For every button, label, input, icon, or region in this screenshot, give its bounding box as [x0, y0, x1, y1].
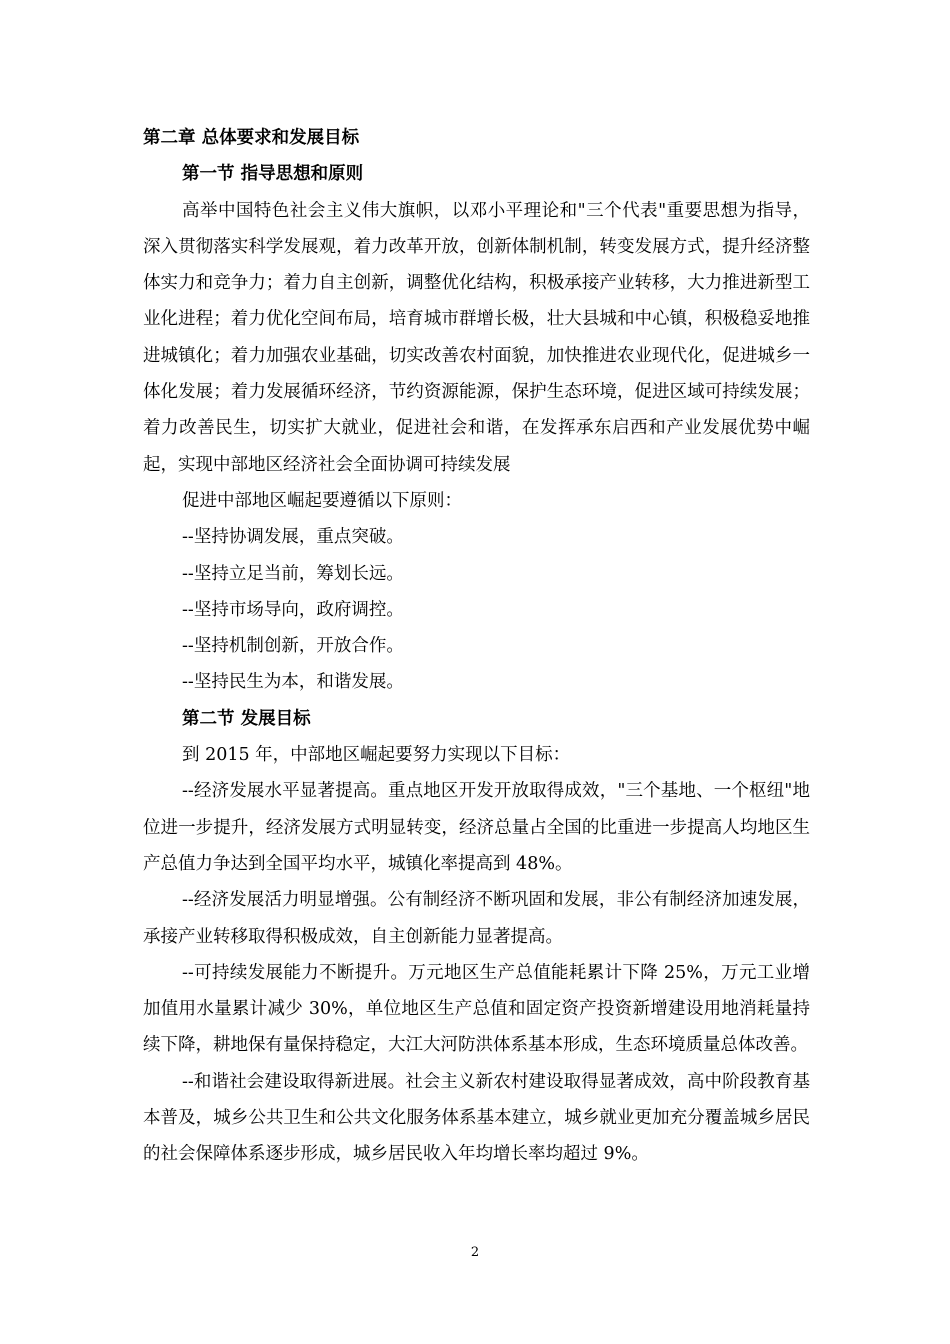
- principle-item: --坚持民生为本，和谐发展。: [182, 672, 404, 693]
- page-number: 2: [470, 1245, 480, 1260]
- principle-item: --坚持市场导向，政府调控。: [182, 599, 404, 620]
- guiding-thought-paragraph: 高举中国特色社会主义伟大旗帜，以邓小平理论和"三个代表"重要思想为指导，深入贯彻落实科学发展观，着力改革开放，创新体制机制，转变发展方式，提升经济整体实力和竞争力；着力自主创新，调整优化结构，积极承接产业转移，大力推进新型工业化进程；着力优化空间布局，培育城市群增长极，壮大县城和中心镇，积极稳妥地推进城镇化；着力加强农业基础，切实改善农村面貌，加快推进农业现代化，促进城乡一体化发展；着力发展循环经济，节约资源能源，保护生态环境，促进区域可持续发展；着力改善民生，切实扩大就业，促进社会和谐，在发挥承东启西和产业发展优势中崛起，实现中部地区经济社会全面协调可持续发展: [143, 200, 810, 475]
- goals-intro: 到 2015 年，中部地区崛起要努力实现以下目标：: [182, 745, 571, 766]
- principle-item: --坚持机制创新，开放合作。: [182, 636, 404, 657]
- principle-item: --坚持立足当前，筹划长远。: [182, 563, 404, 584]
- goal-item-economic-vitality: --经济发展活力明显增强。公有制经济不断巩固和发展，非公有制经济加速发展，承接产业转移取得积极成效，自主创新能力显著提高。: [143, 890, 810, 947]
- goal-item-harmonious-society: --和谐社会建设取得新进展。社会主义新农村建设取得显著成效，高中阶段教育基本普及，城乡公共卫生和公共文化服务体系基本建立，城乡就业更加充分覆盖城乡居民的社会保障体系逐步形成，城乡居民收入年均增长率均超过 9%。: [143, 1071, 810, 1165]
- section-title-development-goals: 第二节 发展目标: [182, 708, 311, 729]
- chapter-title: 第二章 总体要求和发展目标: [143, 128, 360, 148]
- principle-item: --坚持协调发展，重点突破。: [182, 527, 404, 548]
- section-title-guiding-principles: 第一节 指导思想和原则: [182, 164, 364, 185]
- goal-item-economic-level: --经济发展水平显著提高。重点地区开发开放取得成效，"三个基地、一个枢纽"地位进一步提升，经济发展方式明显转变，经济总量占全国的比重进一步提高人均地区生产总值力争达到全国平均水平，城镇化率提高到 48%。: [143, 781, 810, 874]
- goal-item-sustainability: --可持续发展能力不断提升。万元地区生产总值能耗累计下降 25%，万元工业增加值用水量累计减少 30%，单位地区生产总值和固定资产投资新增建设用地消耗量持续下降，耕地保有量保持稳定，大江大河防洪体系基本形成，生态环境质量总体改善。: [143, 962, 810, 1056]
- document-body: [143, 120, 810, 1173]
- principles-intro: 促进中部地区崛起要遵循以下原则：: [182, 490, 462, 511]
